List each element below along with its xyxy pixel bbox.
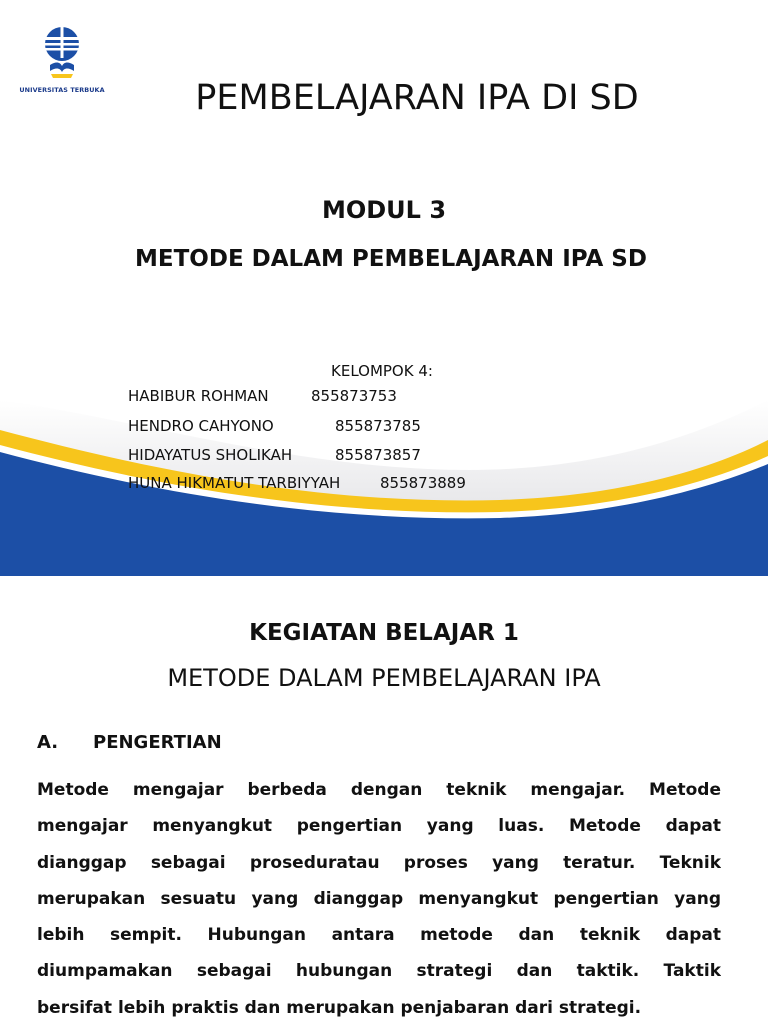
paragraph-line: merupakan sesuatu yang dianggap menyangkut pengertian yang [37,888,721,909]
member-nim: 855873785 [335,417,421,435]
group-label: KELOMPOK 4: [331,362,433,380]
modul-subtitle: METODE DALAM PEMBELAJARAN IPA SD [135,246,647,272]
section-title: PENGERTIAN [93,732,222,753]
member-row [128,387,397,409]
definition-paragraph [37,772,721,1024]
content-slide [0,576,768,1024]
member-name: HUNA HIKMATUT TARBIYYAH [128,474,341,492]
member-row [128,474,466,496]
member-nim: 855873889 [380,474,466,492]
paragraph-line: Metode mengajar berbeda dengan teknik mengajar. Metode [37,780,721,800]
paragraph-line: bersifat lebih praktis dan merupakan penjabaran dari strategi. [37,997,642,1018]
member-row [128,417,421,439]
section-letter: A. [37,732,59,753]
kegiatan-subtitle: METODE DALAM PEMBELAJARAN IPA [167,664,601,692]
member-name: HABIBUR ROHMAN [128,387,269,405]
university-emblem-icon [38,22,86,84]
paragraph-line: lebih sempit. Hubungan antara metode dan teknik dapat [37,925,721,946]
member-name: HENDRO CAHYONO [128,417,274,435]
university-name: UNIVERSITAS TERBUKA [19,86,105,94]
paragraph-line: mengajar menyangkut pengertian yang luas. Metode dapat [37,816,721,837]
paragraph-line: dianggap sebagai proseduratau proses yang teratur. Teknik [37,852,721,873]
kegiatan-title: KEGIATAN BELAJAR 1 [249,620,519,646]
member-name: HIDAYATUS SHOLIKAH [128,446,293,464]
member-row [128,446,421,468]
slide-title: PEMBELAJARAN IPA DI SD [195,78,639,118]
member-nim: 855873857 [335,446,421,464]
member-nim: 855873753 [311,387,397,405]
paragraph-line: diumpamakan sebagai hubungan strategi dan taktik. Taktik [37,961,721,982]
modul-heading: MODUL 3 [321,196,447,224]
